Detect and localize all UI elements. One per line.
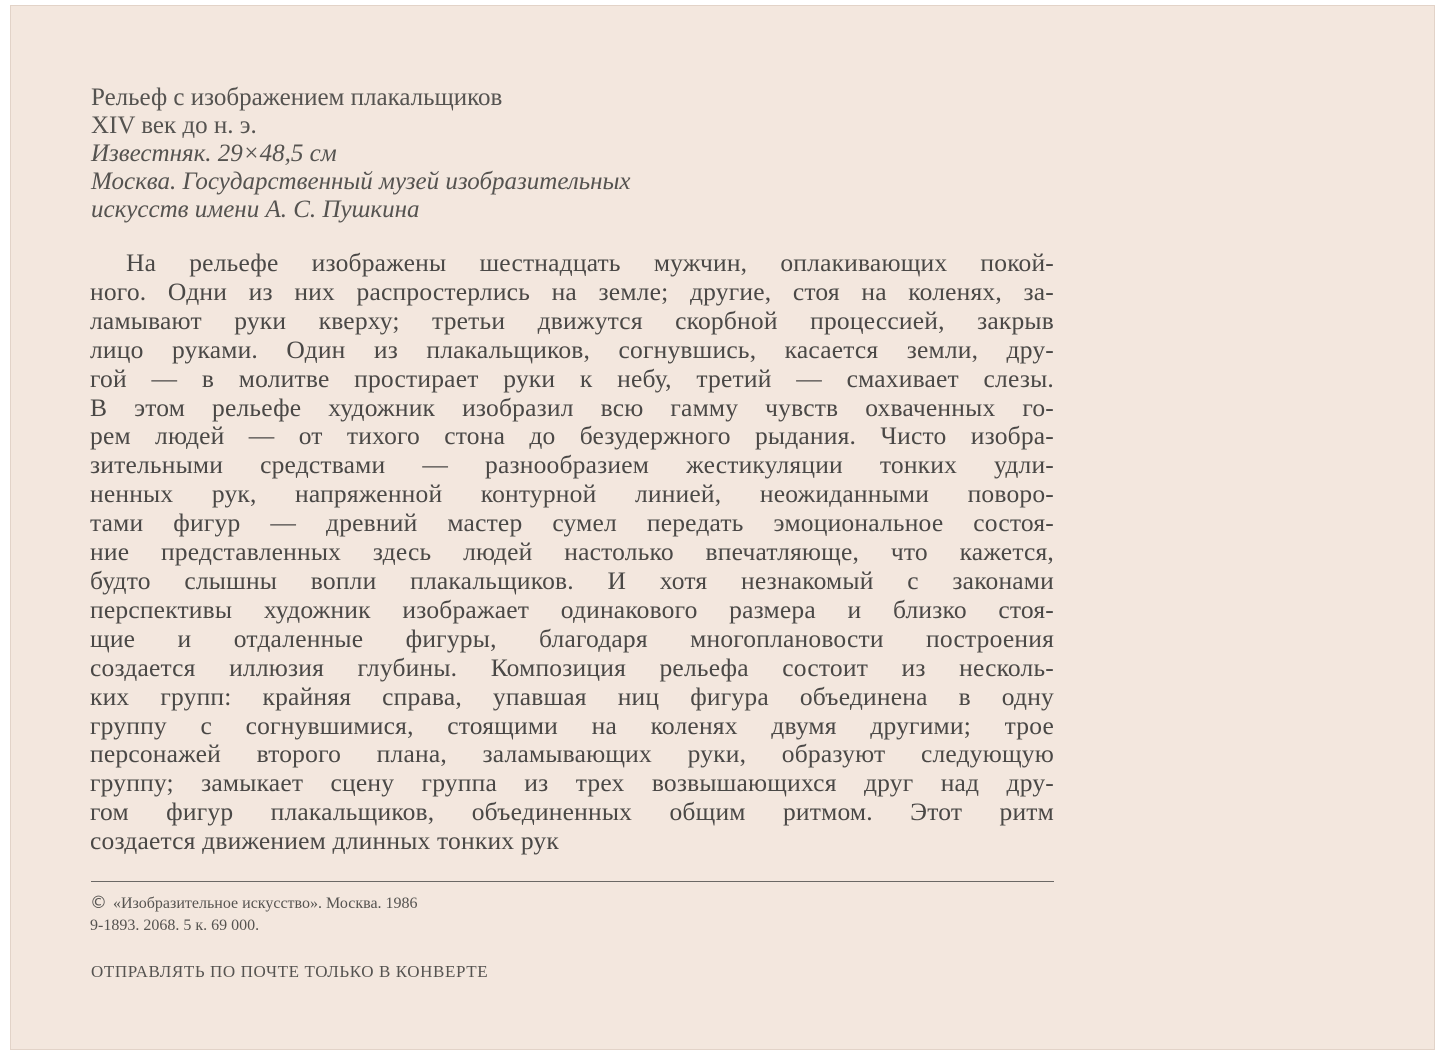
artwork-location-line-2: искусств имени А. С. Пушкина <box>91 196 420 223</box>
description-line: ного. Одни из них распростерлись на земле; другие, стоя на коленях, за- <box>90 276 1054 306</box>
artwork-caption <box>91 84 991 224</box>
description-line: зительными средствами — разнообразием жестикуляции тонких удли- <box>90 450 1054 480</box>
mail-notice: ОТПРАВЛЯТЬ ПО ПОЧТЕ ТОЛЬКО В КОНВЕРТЕ <box>91 962 489 981</box>
description-line: будто слышны вопли плакальщиков. И хотя незнакомый с законами <box>90 565 1054 595</box>
artwork-title: Рельеф с изображением плакальщиков <box>91 84 503 111</box>
postcard-back <box>10 5 1435 1050</box>
publisher-imprint <box>90 892 418 937</box>
description-line: создается движением длинных тонких рук <box>90 826 559 856</box>
description-line: гом фигур плакальщиков, объединенных общим ритмом. Этот ритм <box>90 797 1054 827</box>
description-line: тами фигур — древний мастер сумел передать эмоциональное состоя- <box>90 508 1054 538</box>
publisher-name: «Изобразительное искусство». Москва. 1986 <box>113 895 418 912</box>
description-line: В этом рельефе художник изобразил всю гамму чувств охваченных го- <box>90 392 1054 422</box>
description-line: лицо руками. Один из плакальщиков, согнувшись, касается земли, дру- <box>90 334 1054 364</box>
description-line: гой — в молитве простирает руки к небу, третий — смахивает слезы. <box>90 363 1054 393</box>
description-line: группу; замыкает сцену группа из трех возвышающихся друг над дру- <box>90 768 1054 798</box>
description-line: группу с согнувшимися, стоящими на коленях двумя другими; трое <box>90 710 1054 740</box>
print-code: 9-1893. 2068. 5 к. 69 000. <box>90 917 260 934</box>
description-line: персонажей второго плана, заламывающих руки, образуют следующую <box>90 739 1054 769</box>
description-line: На рельефе изображены шестнадцать мужчин, оплакивающих покой- <box>126 248 1054 277</box>
description-line: ние представленных здесь людей настолько впечатляюще, что кажется, <box>90 537 1054 567</box>
divider-line <box>91 881 1054 882</box>
copyright-icon: © <box>90 893 107 913</box>
artwork-material: Известняк. 29×48,5 см <box>91 140 337 167</box>
description-line: ких групп: крайняя справа, упавшая ниц фигура объединена в одну <box>90 681 1054 711</box>
description-line: ламывают руки кверху; третьи движутся скорбной процессией, закрыв <box>90 305 1054 335</box>
description-text <box>90 249 1054 856</box>
description-line: создается иллюзия глубины. Композиция рельефа состоит из несколь- <box>90 652 1054 682</box>
artwork-date: XIV век до н. э. <box>91 112 257 139</box>
description-line: перспективы художник изображает одинакового размера и близко стоя- <box>90 594 1054 624</box>
publisher-line <box>90 892 418 915</box>
description-line: ненных рук, напряженной контурной линией, неожиданными поворо- <box>90 479 1054 509</box>
description-line: рем людей — от тихого стона до безудержного рыдания. Чисто изобра- <box>90 421 1054 451</box>
description-line: щие и отдаленные фигуры, благодаря многоплановости построения <box>90 623 1054 653</box>
artwork-location-line-1: Москва. Государственный музей изобразительных <box>91 168 631 195</box>
